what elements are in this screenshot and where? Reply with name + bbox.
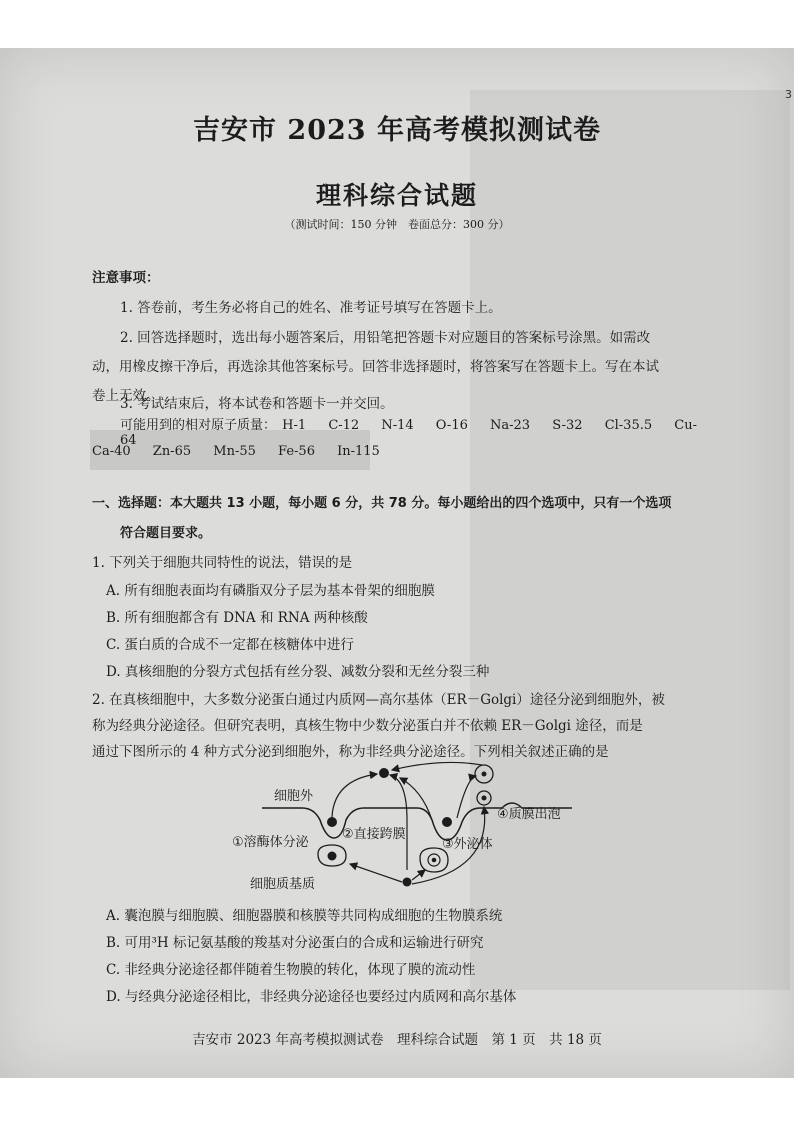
secretion-pathway-diagram	[222, 760, 592, 900]
q1-option-d: D. 真核细胞的分裂方式包括有丝分裂、减数分裂和无丝分裂三种	[106, 664, 490, 680]
notes-item-2-line-1: 2. 回答选择题时，选出每小题答案后，用铅笔把答题卡对应题目的答案标号涂黑。如需改	[120, 330, 651, 346]
notes-heading: 注意事项：	[92, 270, 160, 286]
protein-dot	[379, 768, 389, 778]
mass-item: N-14	[381, 418, 414, 433]
q2-stem-line-1: 2. 在真核细胞中，大多数分泌蛋白通过内质网—高尔基体（ER－Golgi）途径分泌到细胞外，被	[92, 692, 665, 708]
q1-option-c: C. 蛋白质的合成不一定都在核糖体中进行	[106, 637, 354, 653]
notes-item-2-line-3: 卷上无效。	[92, 388, 160, 404]
section-header-line-2: 符合题目要求。	[120, 526, 212, 541]
notes-item-3-visible: 3. 考试结束后，将本试卷和答题卡一并交回。	[120, 396, 394, 412]
cytosol-protein-dot	[403, 878, 412, 887]
q2-option-a: A. 囊泡膜与细胞膜、细胞器膜和核膜等共同构成细胞的生物膜系统	[106, 908, 503, 924]
lysosome-dot	[327, 817, 337, 827]
mass-item: Mn-55	[213, 444, 256, 459]
masses-intro: 可能用到的相对原子质量：	[120, 418, 277, 433]
mass-item: O-16	[435, 418, 468, 433]
mvb-dot	[442, 817, 452, 827]
mass-item: In-115	[337, 444, 380, 459]
q2-stem-line-3: 通过下图所示的 4 种方式分泌到细胞外，称为非经典分泌途径。下列相关叙述正确的是	[92, 744, 609, 760]
q1-option-b: B. 所有细胞都含有 DNA 和 RNA 两种核酸	[106, 610, 368, 626]
mass-item: Na-23	[490, 418, 531, 433]
q2-option-d: D. 与经典分泌途径相比，非经典分泌途径也要经过内质网和高尔基体	[106, 989, 517, 1005]
mass-item: Fe-56	[278, 444, 315, 459]
notes-item-2-line-2: 动，用橡皮擦干净后，再选涂其他答案标号。回答非选择题时，将答案写在答题卡上。写在本试	[92, 359, 659, 375]
section-header-line-1: 一、选择题：本大题共 13 小题，每小题 6 分，共 78 分。每小题给出的四个选项中，只有一个选项	[92, 496, 672, 511]
label-path-1: ①溶酶体分泌	[232, 835, 309, 850]
mass-item: Ca-40	[92, 444, 131, 459]
label-outside: 细胞外	[274, 789, 314, 804]
atomic-masses-row-1	[120, 414, 700, 448]
exam-subtitle: 理科综合试题	[315, 181, 478, 210]
exam-info: （测试时间：150 分钟 卷面总分：300 分）	[284, 218, 510, 231]
atomic-masses-row-2	[92, 444, 398, 459]
corner-page-number: 3	[785, 88, 792, 101]
mass-item: Cl-35.5	[604, 418, 653, 433]
exam-title: 吉安市 2023 年高考模拟测试卷	[193, 115, 601, 146]
label-path-3: ③外泌体	[442, 837, 493, 852]
q2-option-c: C. 非经典分泌途径都伴随着生物膜的转化，体现了膜的流动性	[106, 962, 476, 978]
label-path-4: ④质膜出泡	[497, 807, 561, 822]
mass-item: H-1	[282, 418, 307, 433]
label-path-2: ②直接跨膜	[342, 827, 406, 842]
q1-stem: 1. 下列关于细胞共同特性的说法，错误的是	[92, 555, 353, 571]
q2-option-b: B. 可用³H 标记氨基酸的羧基对分泌蛋白的合成和运输进行研究	[106, 935, 484, 951]
mass-item: Zn-65	[152, 444, 192, 459]
page-footer: 吉安市 2023 年高考模拟测试卷 理科综合试题 第 1 页 共 18 页	[192, 1032, 602, 1048]
mass-item: S-32	[552, 418, 583, 433]
mass-item: Cu-64	[120, 418, 697, 448]
q2-stem-line-2: 称为经典分泌途径。但研究表明，真核生物中少数分泌蛋白并不依赖 ER－Golgi 途径，而是	[92, 718, 643, 734]
label-cytoplasm: 细胞质基质	[250, 877, 316, 892]
notes-item-1: 1. 答卷前，考生务必将自己的姓名、准考证号填写在答题卡上。	[120, 300, 502, 316]
mass-item: C-12	[328, 418, 360, 433]
q1-option-a: A. 所有细胞表面均有磷脂双分子层为基本骨架的细胞膜	[106, 583, 435, 599]
